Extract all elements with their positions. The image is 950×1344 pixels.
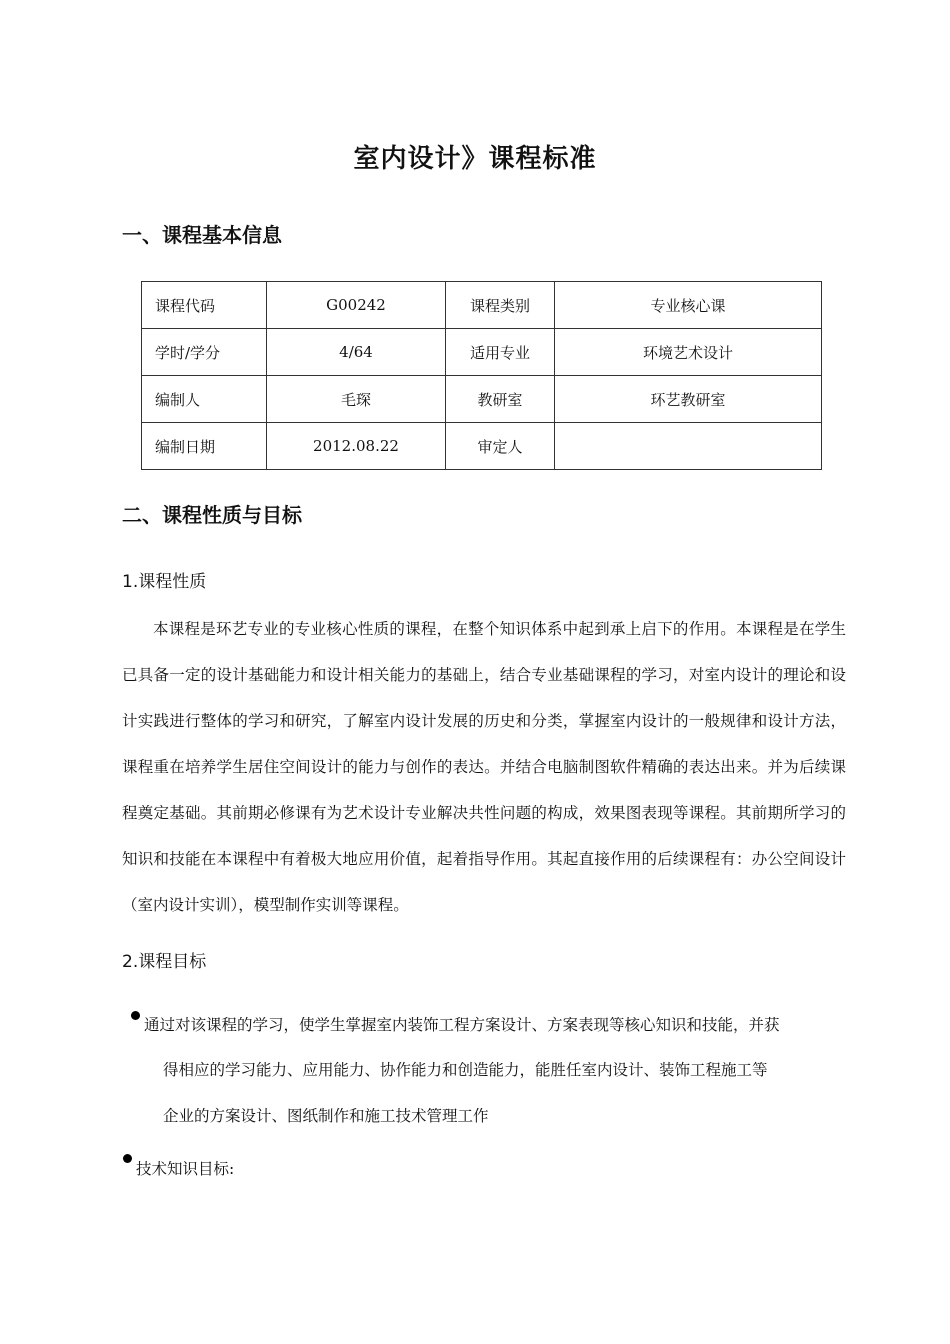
goal-bullet-1-line: 通过对该课程的学习，使学生掌握室内装饰工程方案设计、方案表现等核心知识和技能，并获 xyxy=(144,1016,780,1034)
table-row xyxy=(142,376,822,423)
table-row xyxy=(142,329,822,376)
course-info-table xyxy=(141,281,822,470)
table-cell: 课程类别 xyxy=(446,282,555,329)
table-cell: 4/64 xyxy=(267,329,446,376)
table-cell: 专业核心课 xyxy=(555,282,822,329)
goal-bullet-1-line: 得相应的学习能力、应用能力、协作能力和创造能力，能胜任室内设计、装饰工程施工等 xyxy=(163,1061,768,1079)
table-cell: 编制日期 xyxy=(142,423,267,470)
section-heading-basic-info: 一、课程基本信息 xyxy=(122,223,282,247)
table-cell: 课程代码 xyxy=(142,282,267,329)
table-row xyxy=(142,423,822,470)
table-cell: 适用专业 xyxy=(446,329,555,376)
goal-bullet-1-line: 企业的方案设计、图纸制作和施工技术管理工作 xyxy=(163,1107,489,1125)
document-title: 室内设计》课程标准 xyxy=(353,144,597,174)
course-nature-paragraph: 本课程是环艺专业的专业核心性质的课程，在整个知识体系中起到承上启下的作用。本课程是在学生已具备一定的设计基础能力和设计相关能力的基础上，结合专业基础课程的学习，对室内设计的理论和设计实践进行整体的学习和研究，了解室内设计发展的历史和分类，掌握室内设计的一般规律和设计方法，课程重在培养学生居住空间设计的能力与创作的表达。并结合电脑制图软件精确的表达出来。并为后续课程奠定基础。其前期必修课有为艺术设计专业解决共性问题的构成，效果图表现等课程。其前期所学习的知识和技能在本课程中有着极大地应用价值，起着指导作用。其起直接作用的后续课程有：办公空间设计（室内设计实训），模型制作实训等课程。 xyxy=(122,620,846,914)
table-cell: G00242 xyxy=(267,282,446,329)
table-cell: 2012.08.22 xyxy=(267,423,446,470)
table-cell: 编制人 xyxy=(142,376,267,423)
subheading-course-nature: 1.课程性质 xyxy=(122,572,207,592)
table-cell: 毛琛 xyxy=(267,376,446,423)
bullet-dot-icon xyxy=(123,1154,132,1163)
table-cell: 教研室 xyxy=(446,376,555,423)
section-heading-nature-goals: 二、课程性质与目标 xyxy=(122,503,302,527)
table-cell xyxy=(555,423,822,470)
table-cell: 学时/学分 xyxy=(142,329,267,376)
table-cell: 审定人 xyxy=(446,423,555,470)
goal-bullet-2-text: 技术知识目标: xyxy=(136,1160,235,1178)
subheading-course-goals: 2.课程目标 xyxy=(122,952,207,972)
table-cell: 环艺教研室 xyxy=(555,376,822,423)
bullet-dot-icon xyxy=(131,1011,140,1020)
table-row xyxy=(142,282,822,329)
table-cell: 环境艺术设计 xyxy=(555,329,822,376)
